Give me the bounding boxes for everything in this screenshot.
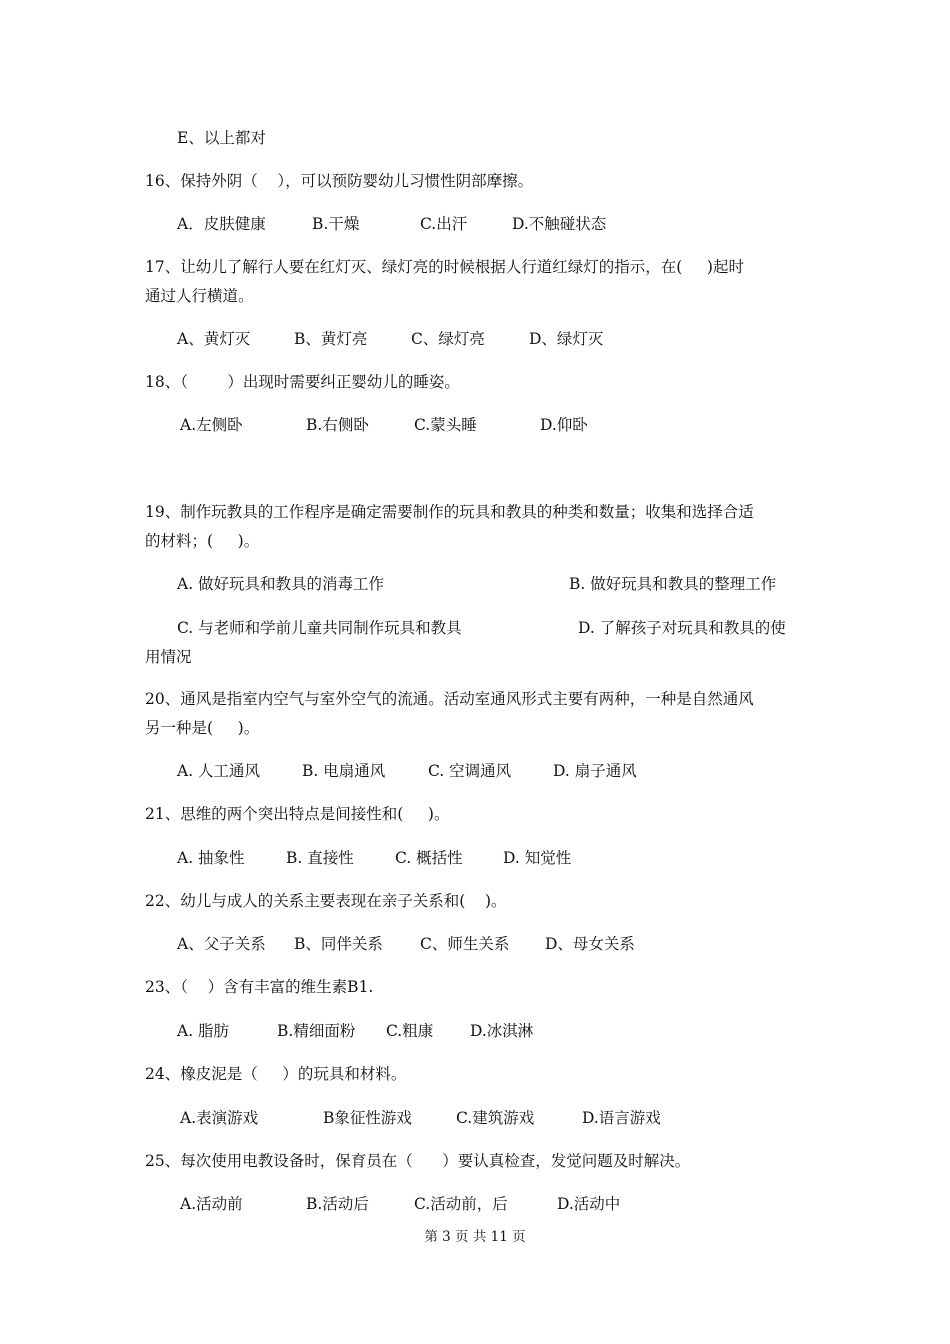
option-a: A.活动前 (180, 1195, 243, 1213)
option-a: A.左侧卧 (180, 416, 243, 434)
page-footer: 第 3 页 共 11 页 (424, 1229, 526, 1245)
question-16-stem: 16、保持外阴（ ），可以预防婴幼儿习惯性阴部摩擦。 (145, 172, 534, 190)
option-b: B.右侧卧 (306, 416, 369, 434)
question-18-stem: 18、（ ）出现时需要纠正婴幼儿的睡姿。 (145, 373, 460, 391)
question-19-stem-cont: 的材料；( )。 (145, 532, 260, 550)
option-c: C.建筑游戏 (456, 1109, 535, 1127)
option-d: D. 扇子通风 (553, 762, 637, 780)
option-a: A. 脂肪 (177, 1022, 230, 1040)
option-d: D.活动中 (557, 1195, 621, 1213)
option-a: A. 做好玩具和教具的消毒工作 (177, 575, 385, 593)
question-17-stem: 17、让幼儿了解行人要在红灯灭、绿灯亮的时候根据人行道红绿灯的指示，在( )起时 (145, 258, 744, 276)
question-19-stem: 19、制作玩教具的工作程序是确定需要制作的玩具和教具的种类和数量；收集和选择合适 (145, 503, 754, 521)
option-a: A、黄灯灭 (177, 330, 251, 348)
option-c: C. 空调通风 (428, 762, 512, 780)
question-19-options-row2 (0, 618, 950, 698)
question-15-option-e: E、以上都对 (177, 129, 266, 147)
option-c: C、师生关系 (420, 935, 510, 953)
option-c: C.出汗 (420, 215, 468, 233)
question-21-stem: 21、思维的两个突出特点是间接性和( )。 (145, 805, 450, 823)
option-c: C.活动前，后 (414, 1195, 508, 1213)
option-c: C.蒙头睡 (414, 416, 477, 434)
option-c: C. 与老师和学前儿童共同制作玩具和教具 (177, 619, 462, 637)
option-a: A.表演游戏 (180, 1109, 259, 1127)
question-20-stem: 20、通风是指室内空气与室外空气的流通。活动室通风形式主要有两种，一种是自然通风 (145, 690, 754, 708)
option-d: D.仰卧 (540, 416, 588, 434)
option-b: B. 直接性 (286, 849, 354, 867)
option-a: A. 抽象性 (177, 849, 245, 867)
question-25-options (0, 1194, 950, 1314)
question-20-stem-cont: 另一种是( )。 (145, 719, 260, 737)
question-23-stem: 23、（ ）含有丰富的维生素B1. (145, 978, 374, 996)
option-a: A．皮肤健康 (177, 215, 266, 233)
option-b: B、同伴关系 (294, 935, 383, 953)
option-d: D.冰淇淋 (470, 1022, 534, 1040)
option-b: B.精细面粉 (277, 1022, 356, 1040)
question-22-stem: 22、幼儿与成人的关系主要表现在亲子关系和( )。 (145, 892, 507, 910)
option-b: B.干燥 (312, 215, 360, 233)
option-c: C.粗康 (386, 1022, 434, 1040)
option-b: B.活动后 (306, 1195, 369, 1213)
option-d: D、绿灯灭 (529, 330, 604, 348)
question-19-option-d-cont: 用情况 (145, 648, 192, 666)
option-d: D.不触碰状态 (512, 215, 607, 233)
option-c: C、绿灯亮 (411, 330, 485, 348)
option-d: D.语言游戏 (582, 1109, 661, 1127)
option-b: B象征性游戏 (323, 1109, 412, 1127)
option-a: A、父子关系 (177, 935, 266, 953)
question-24-stem: 24、橡皮泥是（ ）的玩具和材料。 (145, 1065, 407, 1083)
option-d: D、母女关系 (545, 935, 635, 953)
option-b: B. 电扇通风 (302, 762, 386, 780)
option-b: B. 做好玩具和教具的整理工作 (569, 575, 777, 593)
question-17-stem-cont: 通过人行横道。 (145, 287, 254, 305)
option-d: D. 知觉性 (503, 849, 572, 867)
option-a: A. 人工通风 (177, 762, 261, 780)
option-d: D. 了解孩子对玩具和教具的使 (578, 619, 786, 637)
question-25-stem: 25、每次使用电教设备时，保育员在（ ）要认真检查，发觉问题及时解决。 (145, 1152, 691, 1170)
option-b: B、黄灯亮 (294, 330, 368, 348)
option-c: C. 概括性 (395, 849, 463, 867)
